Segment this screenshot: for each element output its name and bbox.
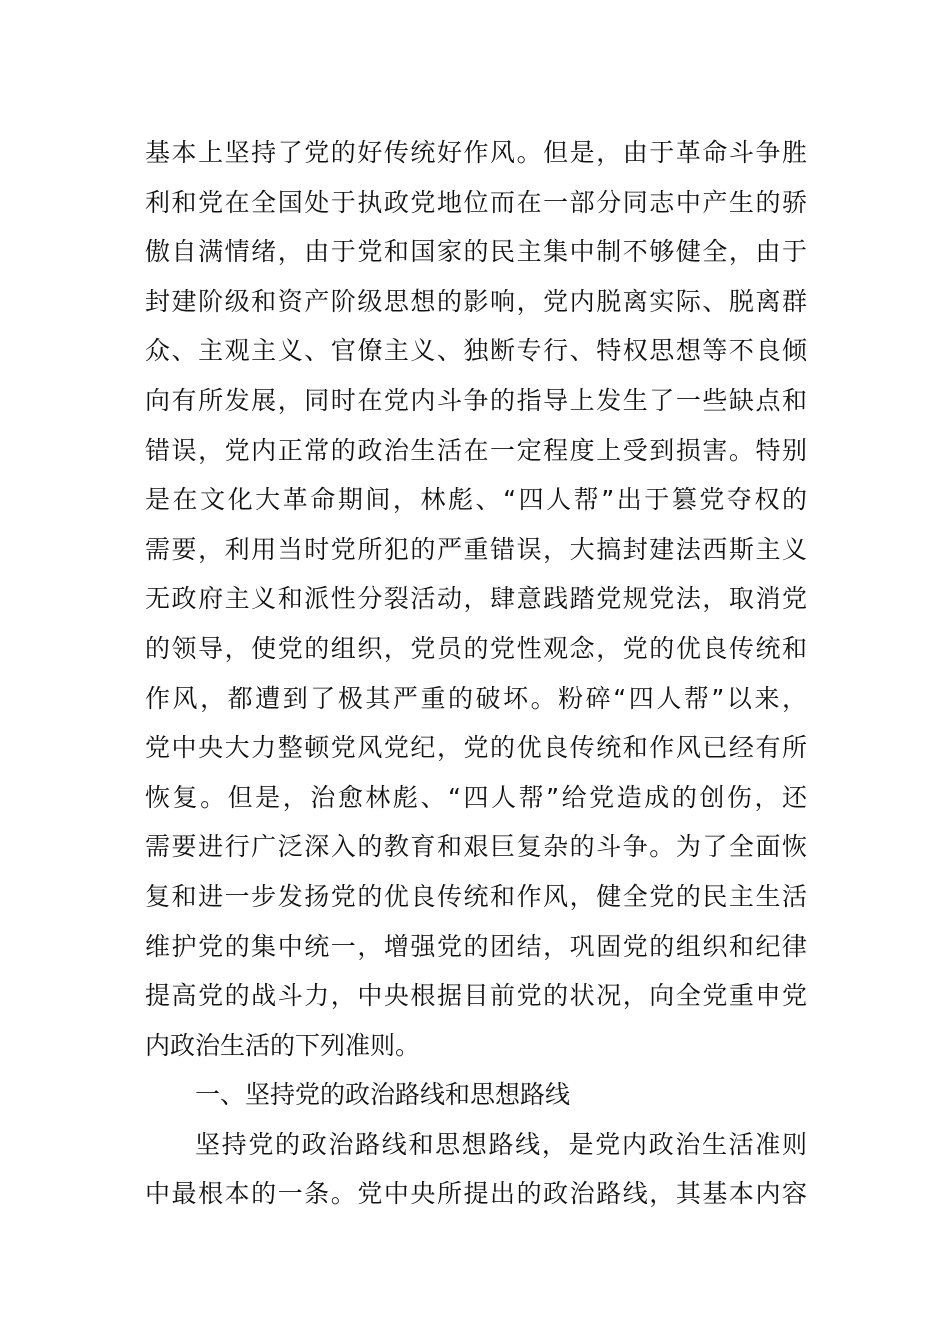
paragraph-line: 恢复。但是，治愈林彪、“四人帮”给党造成的创伤，还	[145, 782, 807, 812]
paragraph-line: 维护党的集中统一，增强党的团结，巩固党的组织和纪律	[145, 931, 807, 961]
paragraph-line: 需要进行广泛深入的教育和艰巨复杂的斗争。为了全面恢	[145, 832, 807, 862]
paragraph-line: 是在文化大革命期间，林彪、“四人帮”出于篡党夺权的	[145, 485, 807, 515]
paragraph-line: 的领导，使党的组织，党员的党性观念，党的优良传统和	[145, 633, 807, 663]
paragraph-line: 利和党在全国处于执政党地位而在一部分同志中产生的骄	[145, 187, 807, 217]
paragraph-line: 错误，党内正常的政治生活在一定程度上受到损害。特别	[145, 435, 807, 465]
document-page	[145, 136, 807, 1227]
paragraph-line: 需要，利用当时党所犯的严重错误，大搞封建法西斯主义	[145, 534, 807, 564]
section-heading: 一、坚持党的政治路线和思想路线	[195, 1080, 571, 1110]
paragraph-line: 傲自满情绪，由于党和国家的民主集中制不够健全，由于	[145, 237, 807, 267]
paragraph-line: 坚持党的政治路线和思想路线，是党内政治生活准则	[195, 1129, 807, 1159]
paragraph-line: 作风，都遭到了极其严重的破坏。粉碎“四人帮”以来，	[145, 683, 807, 713]
paragraph-line: 提高党的战斗力，中央根据目前党的状况，向全党重申党	[145, 981, 807, 1011]
paragraph-line: 封建阶级和资产阶级思想的影响，党内脱离实际、脱离群	[145, 286, 807, 316]
paragraph-line: 党中央大力整顿党风党纪，党的优良传统和作风已经有所	[145, 733, 807, 763]
paragraph-line: 内政治生活的下列准则。	[145, 1030, 421, 1060]
paragraph-line: 中最根本的一条。党中央所提出的政治路线，其基本内容	[145, 1179, 807, 1209]
paragraph-line: 基本上坚持了党的好传统好作风。但是，由于革命斗争胜	[145, 138, 807, 167]
paragraph-line: 向有所发展，同时在党内斗争的指导上发生了一些缺点和	[145, 385, 807, 415]
paragraph-line: 众、主观主义、官僚主义、独断专行、特权思想等不良倾	[145, 336, 807, 366]
paragraph-line: 复和进一步发扬党的优良传统和作风，健全党的民主生活	[145, 881, 807, 911]
paragraph-line: 无政府主义和派性分裂活动，肆意践踏党规党法，取消党	[145, 584, 807, 614]
